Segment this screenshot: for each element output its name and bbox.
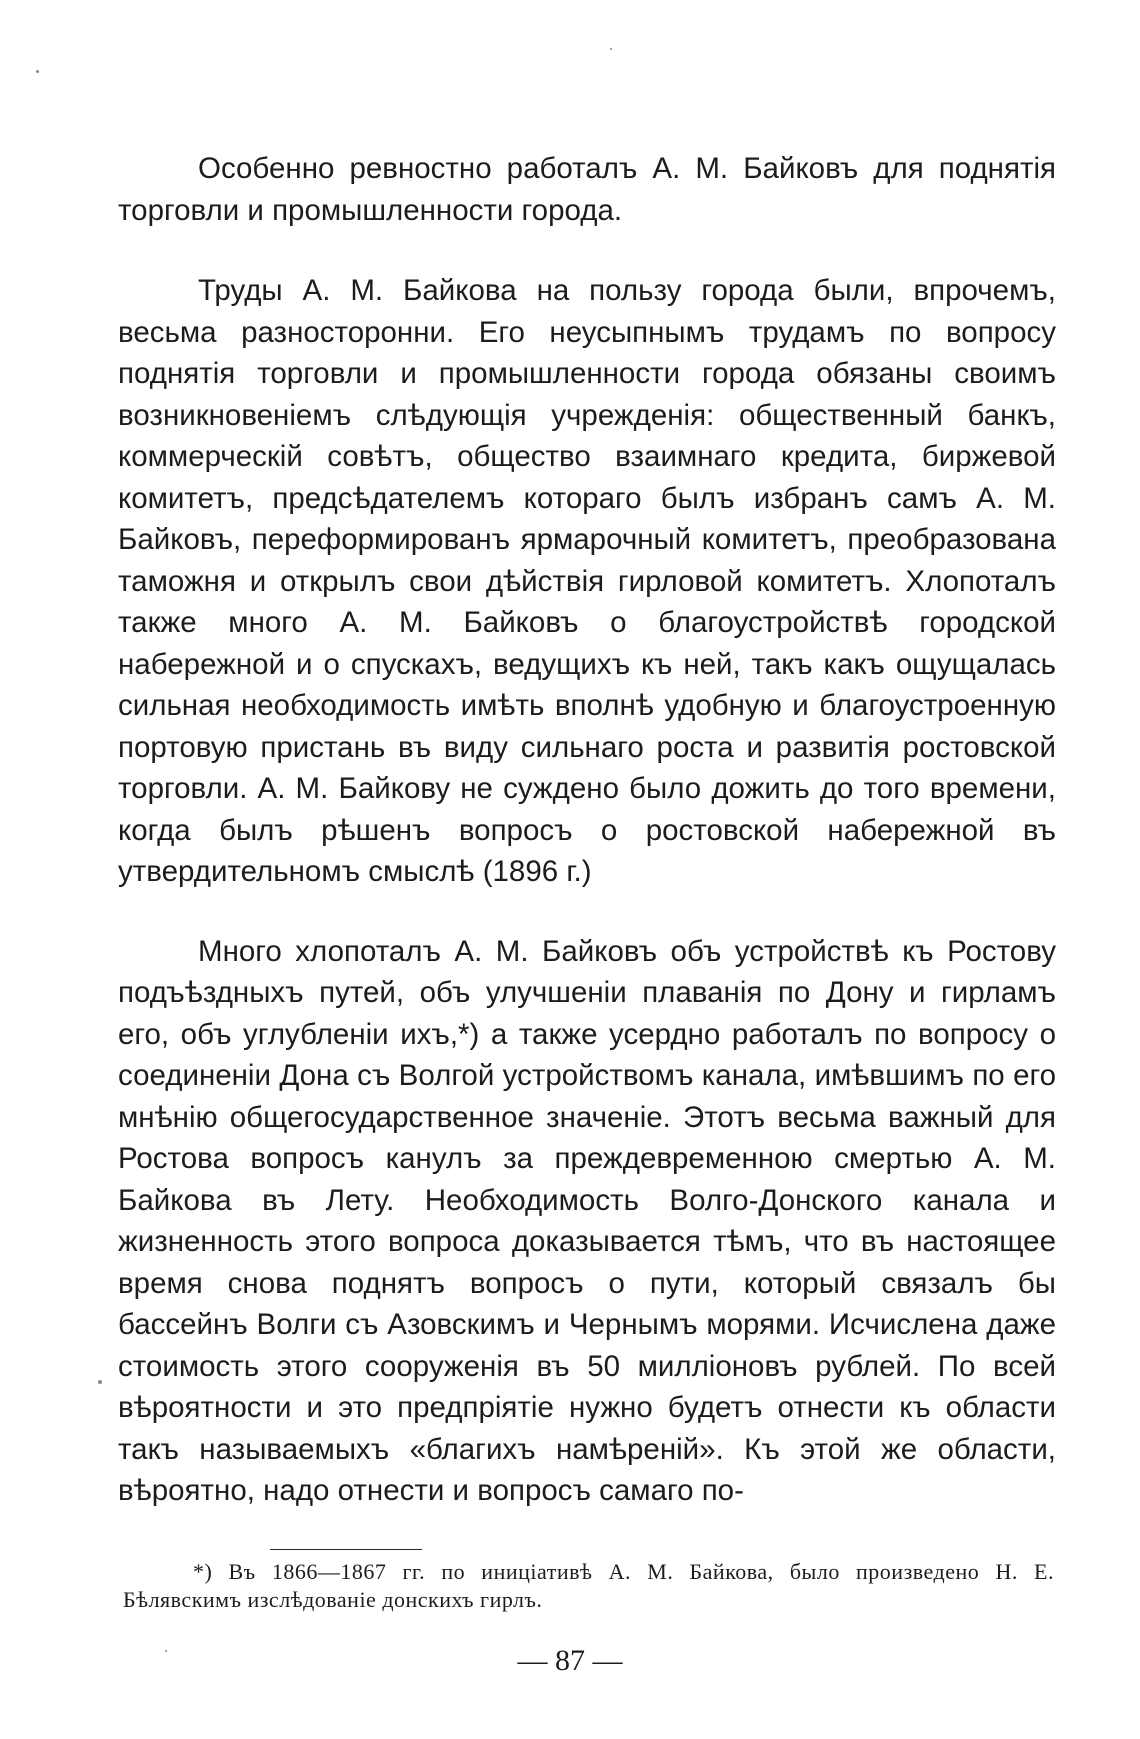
page-number: — 87 — bbox=[517, 1644, 623, 1677]
footnote: *) Въ 1866—1867 гг. по иниціативѣ А. М. Байкова, было произведено Н. Е. Бѣлявскимъ изслѣдованіе донскихъ гирлъ. bbox=[123, 1559, 1054, 1612]
paragraph-2: Труды А. М. Байкова на пользу города были, впрочемъ, весьма разносторонни. Его неусыпнымъ трудамъ по вопросу поднятія торговли и промышленности города обязаны своимъ возникновеніемъ слѣдующія учрежденія: общественный банкъ, коммерческій совѣтъ, общество взаимнаго кредита, биржевой комитетъ, предсѣдателемъ котораго былъ избранъ самъ А. М. Байковъ, переформированъ ярмарочный комитетъ, преобразована таможня и открылъ свои дѣйствія гирловой комитетъ. Хлопоталъ также много А. М. Байковъ о благоустройствѣ городской набережной и о спускахъ, ведущихъ къ ней, такъ какъ ощущалась сильная необходимость имѣть вполнѣ удобную и благоустроенную портовую пристань въ виду сильнаго роста и развитія ростовской торговли. А. М. Байкову не суждено было дожить до того времени, когда былъ рѣшенъ вопросъ о ростовской набережной въ утвердительномъ смыслѣ (1896 г.) bbox=[118, 274, 1056, 888]
paragraph-3: Много хлопоталъ А. М. Байковъ объ устройствѣ къ Ростову подъѣздныхъ путей, объ улучшеніи плаванія по Дону и гирламъ его, объ углубленіи ихъ,*) а также усердно работалъ по вопросу о соединеніи Дона съ Волгой устройствомъ канала, имѣвшимъ по его мнѣнію общегосударственное значеніе. Этотъ весьма важный для Ростова вопросъ канулъ за преждевременною смертью А. М. Байкова въ Лету. Необходимость Волго-Донского канала и жизненность этого вопроса доказывается тѣмъ, что въ настоящее время снова поднятъ вопросъ о пути, который связалъ бы бассейнъ Волги съ Азовскимъ и Чернымъ морями. Исчислена даже стоимость этого сооруженія въ 50 милліоновъ рублей. По всей вѣроятности и это предпріятіе нужно будетъ отнести къ области такъ называемыхъ «благихъ намѣреній». Къ этой же области, вѣроятно, надо отнести и вопросъ самаго по- bbox=[118, 934, 1056, 1507]
scan-speck bbox=[610, 48, 612, 50]
paragraph-1: Особенно ревностно работалъ А. М. Байковъ для поднятія торговли и промышленности города. bbox=[118, 152, 1056, 227]
page-body bbox=[118, 148, 1056, 1512]
scan-speck bbox=[98, 1380, 102, 1384]
scan-speck bbox=[165, 1650, 167, 1652]
scan-speck bbox=[36, 70, 39, 73]
footnote-divider bbox=[270, 1549, 422, 1550]
